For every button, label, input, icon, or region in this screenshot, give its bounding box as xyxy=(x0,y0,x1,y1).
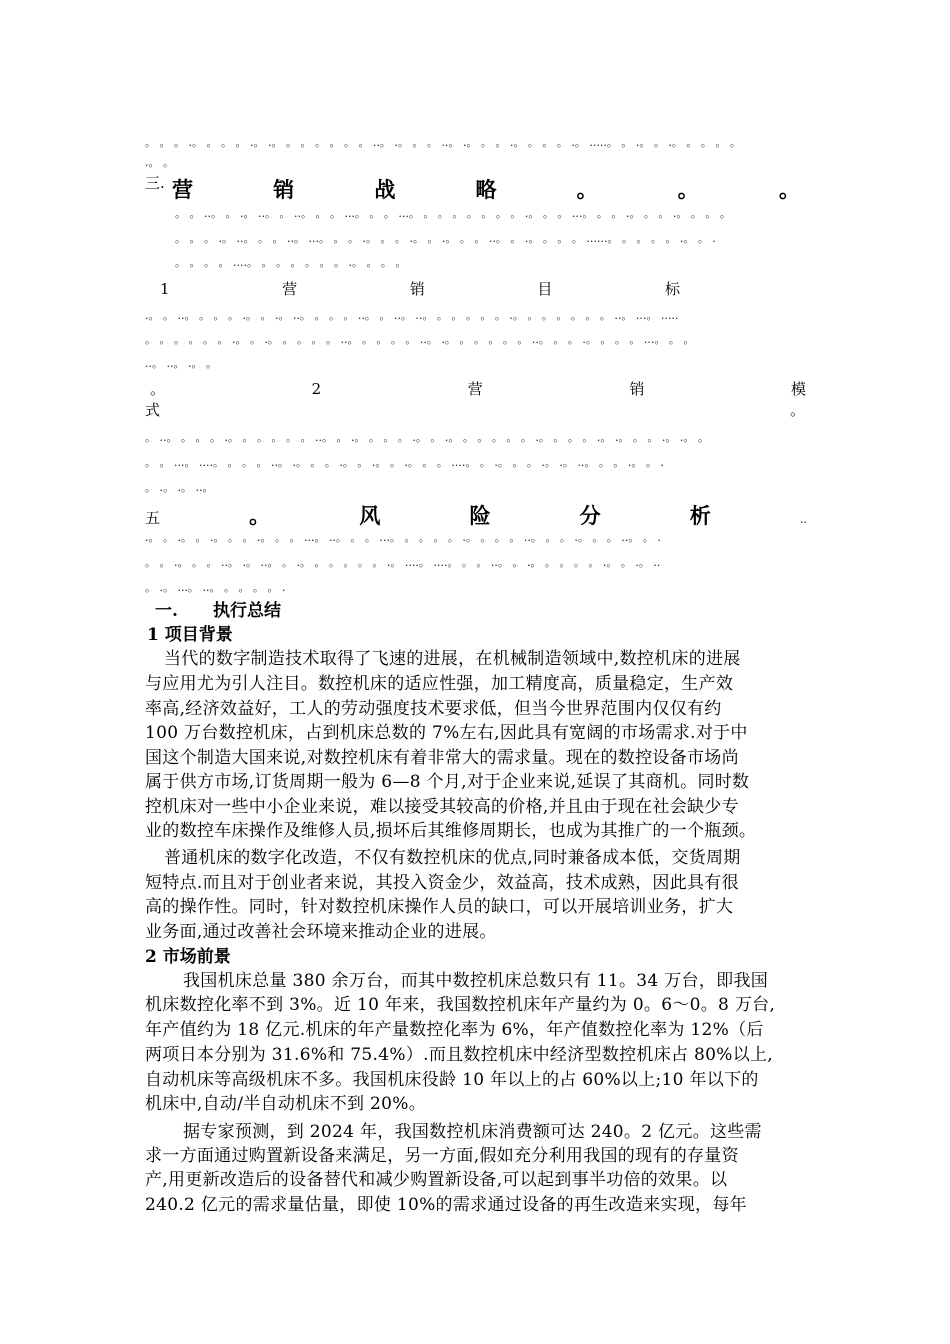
toc-dots-line: 。 ..。 。 。 。 .。 。 。 。 。 。 ..。 。 .。 。 。 。 .。 。 .。 。 。 。 。 。 .。 。 。 。 .。 .。 。 。 .。 .。 。 xyxy=(145,431,709,444)
paragraph-line: 普通机床的数字化改造，不仅有数控机床的优点,同时兼备成本低，交货周期 xyxy=(164,848,741,868)
paragraph-line: 机床中,自动/半自动机床不到 20%。 xyxy=(145,1094,427,1114)
toc-dots-line: 。 。 ...。 ....。 。 。 。 ..。 .。 。 。 .。 。 .。 。 .。 。 。 ....。 。 .。 。 。 .。 .。 ..。 。 。 .。 。 . xyxy=(145,456,664,469)
toc-heading-char: 。 xyxy=(576,177,598,202)
paragraph-line: 率高,经济效益好，工人的劳动强度技术要求低，但当今世界范围内仅仅有约 xyxy=(145,699,722,719)
toc-entry-char: 标 xyxy=(664,280,680,298)
paragraph-line: 据专家预测，到 2024 年，我国数控机床消费额可达 240。2 亿元。这些需 xyxy=(183,1122,762,1142)
toc-dots-line: 。 。 .。 。 。 ..。 .。 ..。 。 .。 。 。 。 。 。 .。 ....。 ....。 。 。 ..。 。 .。 。 。 。 。 .。 。 .。 .. xyxy=(145,556,661,569)
toc-entry-marketing-mode[interactable] xyxy=(150,378,806,399)
paragraph-line: 业务面,通过改善社会环境来推动企业的进展。 xyxy=(145,922,497,942)
toc-entry-number: 1 xyxy=(160,280,170,298)
toc-heading-prefix: 三. xyxy=(145,174,165,192)
paragraph-line: 控机床对一些中小企业来说，难以接受其较高的价格,并且由于现在社会缺少专 xyxy=(145,797,739,817)
paragraph-line: 短特点.而且对于创业者来说，其投入资金少，效益高，技术成熟，因此具有很 xyxy=(145,873,739,893)
toc-dots-line: .. xyxy=(799,513,807,526)
toc-dots-line: .。 。 .。 。 .。 。 。 .。 。 。 ...。 ..。 。 。 ...。 。 。 。 。 .。 。 。 。 ..。 。 。 .。 。 。 ..。 。 . xyxy=(145,531,661,544)
toc-dots-line: .。 。 xyxy=(145,156,174,169)
toc-entry-marketing-goal[interactable] xyxy=(160,278,680,299)
paragraph-line: 两项日本分别为 31.6%和 75.4%）.而且数控机床中经济型数控机床占 80%以上, xyxy=(145,1045,774,1065)
toc-entry-char: 销 xyxy=(629,380,645,398)
toc-heading-prefix: 五 xyxy=(145,509,161,527)
paragraph-line: 当代的数字制造技术取得了飞速的进展，在机械制造领域中,数控机床的进展 xyxy=(164,649,741,669)
toc-entry-char: 式 xyxy=(145,401,161,419)
toc-entry-char: 。 xyxy=(150,380,166,398)
paragraph-line: 年产值约为 18 亿元.机床的年产量数控化率为 6%，年产值数控化率为 12%（后 xyxy=(145,1020,764,1040)
section-market-title: 2 市场前景 xyxy=(145,947,231,967)
paragraph-line: 属于供方市场,订货周期一般为 6—8 个月,对于企业来说,延误了其商机。同时数 xyxy=(145,772,750,792)
toc-entry-char: 销 xyxy=(409,280,425,298)
toc-heading-char: 战 xyxy=(374,177,396,202)
toc-dots-line: 。 。 。 。 。 。 .。 。 .。 。 。 。 。 ..。 。 。 。 。 ..。 .。 。 。 。 。 。 ..。 。 。 .。 。 。 。 ...。 。 。 xyxy=(145,333,695,346)
toc-dots-line: 。 .。 .。 ..。 xyxy=(145,481,214,494)
paragraph-line: 求一方面通过购置新设备来满足，另一方面,假如充分利用我国的现有的存量资 xyxy=(145,1146,739,1166)
toc-dots-line: 。 。 ..。 。 .。 ..。 。 ..。 。 。 ...。 。 。 ...。 。 。 。 。 。 。 。 .。 。 。 ...。 。 。 .。 。 。 .。 。 。 。 xyxy=(175,207,731,220)
toc-dots-line: 。 .。 ...。 ..。 。 。 。 。 . xyxy=(145,581,286,594)
toc-dots-line: .。 。 ..。 。 。 。 .。 。 .。 ..。 。 。 。 ..。 。 ..。 ..。 。 。 。 。 。 .。 。 。 。 。 。 。 ..。 ...。 ..... xyxy=(145,309,679,322)
paragraph-line: 240.2 亿元的需求量估量，即使 10%的需求通过设备的再生改造来实现，每年 xyxy=(145,1195,747,1215)
toc-heading-char: 析 xyxy=(689,503,711,528)
section-one-title: 执行总结 xyxy=(213,601,281,621)
paragraph-line: 国这个制造大国来说,对数控机床有着非常大的需求量。现在的数控设备市场尚 xyxy=(145,748,739,768)
toc-entry-char: 营 xyxy=(282,280,298,298)
toc-entry-char: 营 xyxy=(467,380,483,398)
toc-entry-char: 。 xyxy=(790,401,806,419)
toc-heading-char: 销 xyxy=(273,177,295,202)
toc-heading-char: 略 xyxy=(475,177,497,202)
toc-entry-number: 2 xyxy=(311,380,322,398)
paragraph-line: 业的数控车床操作及维修人员,损坏后其维修周期长，也成为其推广的一个瓶颈。 xyxy=(145,821,757,841)
paragraph-line: 100 万台数控机床，占到机床总数的 7%左右,因此具有宽阔的市场需求.对于中 xyxy=(145,723,748,743)
toc-heading-char: 风 xyxy=(359,503,381,528)
toc-heading-char: 。 xyxy=(778,177,800,202)
toc-heading-marketing-strategy[interactable] xyxy=(172,174,800,204)
toc-dots-line: 。 。 。 。 ....。 。 。 。 。 。 。 .。 。 。 。 xyxy=(175,256,407,269)
toc-heading-char: 分 xyxy=(579,503,601,528)
toc-heading-char: 险 xyxy=(469,503,491,528)
toc-heading-char: 营 xyxy=(172,177,193,202)
toc-entry-char: 模 xyxy=(790,380,806,398)
paragraph-line: 高的操作性。同时，针对数控机床操作人员的缺口，可以开展培训业务，扩大 xyxy=(145,897,734,917)
toc-heading-char: 。 xyxy=(677,177,699,202)
paragraph-line: 与应用尤为引人注目。数控机床的适应性强，加工精度高，质量稳定，生产效 xyxy=(145,674,734,694)
paragraph-line: 自动机床等高级机床不多。我国机床役龄 10 年以上的占 60%以上;10 年以下的 xyxy=(145,1070,759,1090)
paragraph-line: 产,用更新改造后的设备替代和减少购置新设备,可以起到事半功倍的效果。以 xyxy=(145,1170,728,1190)
toc-dots-line: 。 。 。 .。 ..。 。 。 ..。 ...。 。 。 .。 。 。 .。 。 .。 。 。 ..。 。 .。 。 。 。 ......。 。 。 。 。 .。 。 . xyxy=(175,232,716,245)
toc-heading-char: 。 xyxy=(249,503,271,528)
paragraph-line: 我国机床总量 380 余万台，而其中数控机床总数只有 11。34 万台，即我国 xyxy=(183,971,769,991)
toc-dots-line: ..。 ..。 .。 。 xyxy=(145,357,217,370)
toc-entry-char: 目 xyxy=(537,280,553,298)
paragraph-line: 机床数控化率不到 3%。近 10 年来，我国数控机床年产量约为 0。6～0。8 万台, xyxy=(145,995,776,1015)
section-background-title: 1 项目背景 xyxy=(147,625,233,645)
toc-heading-risk-analysis[interactable] xyxy=(145,500,807,530)
section-one-number: 一. xyxy=(155,601,178,621)
toc-dots-line: 。 。 。 .。 。 。 。 .。 .。 。 。 。 。 。 。 ..。 .。 。 。 ..。 .。 。 。 .。 。 。 。 .。 .....。 。 .。 。 .。 。 。 。 。 xyxy=(145,136,741,149)
